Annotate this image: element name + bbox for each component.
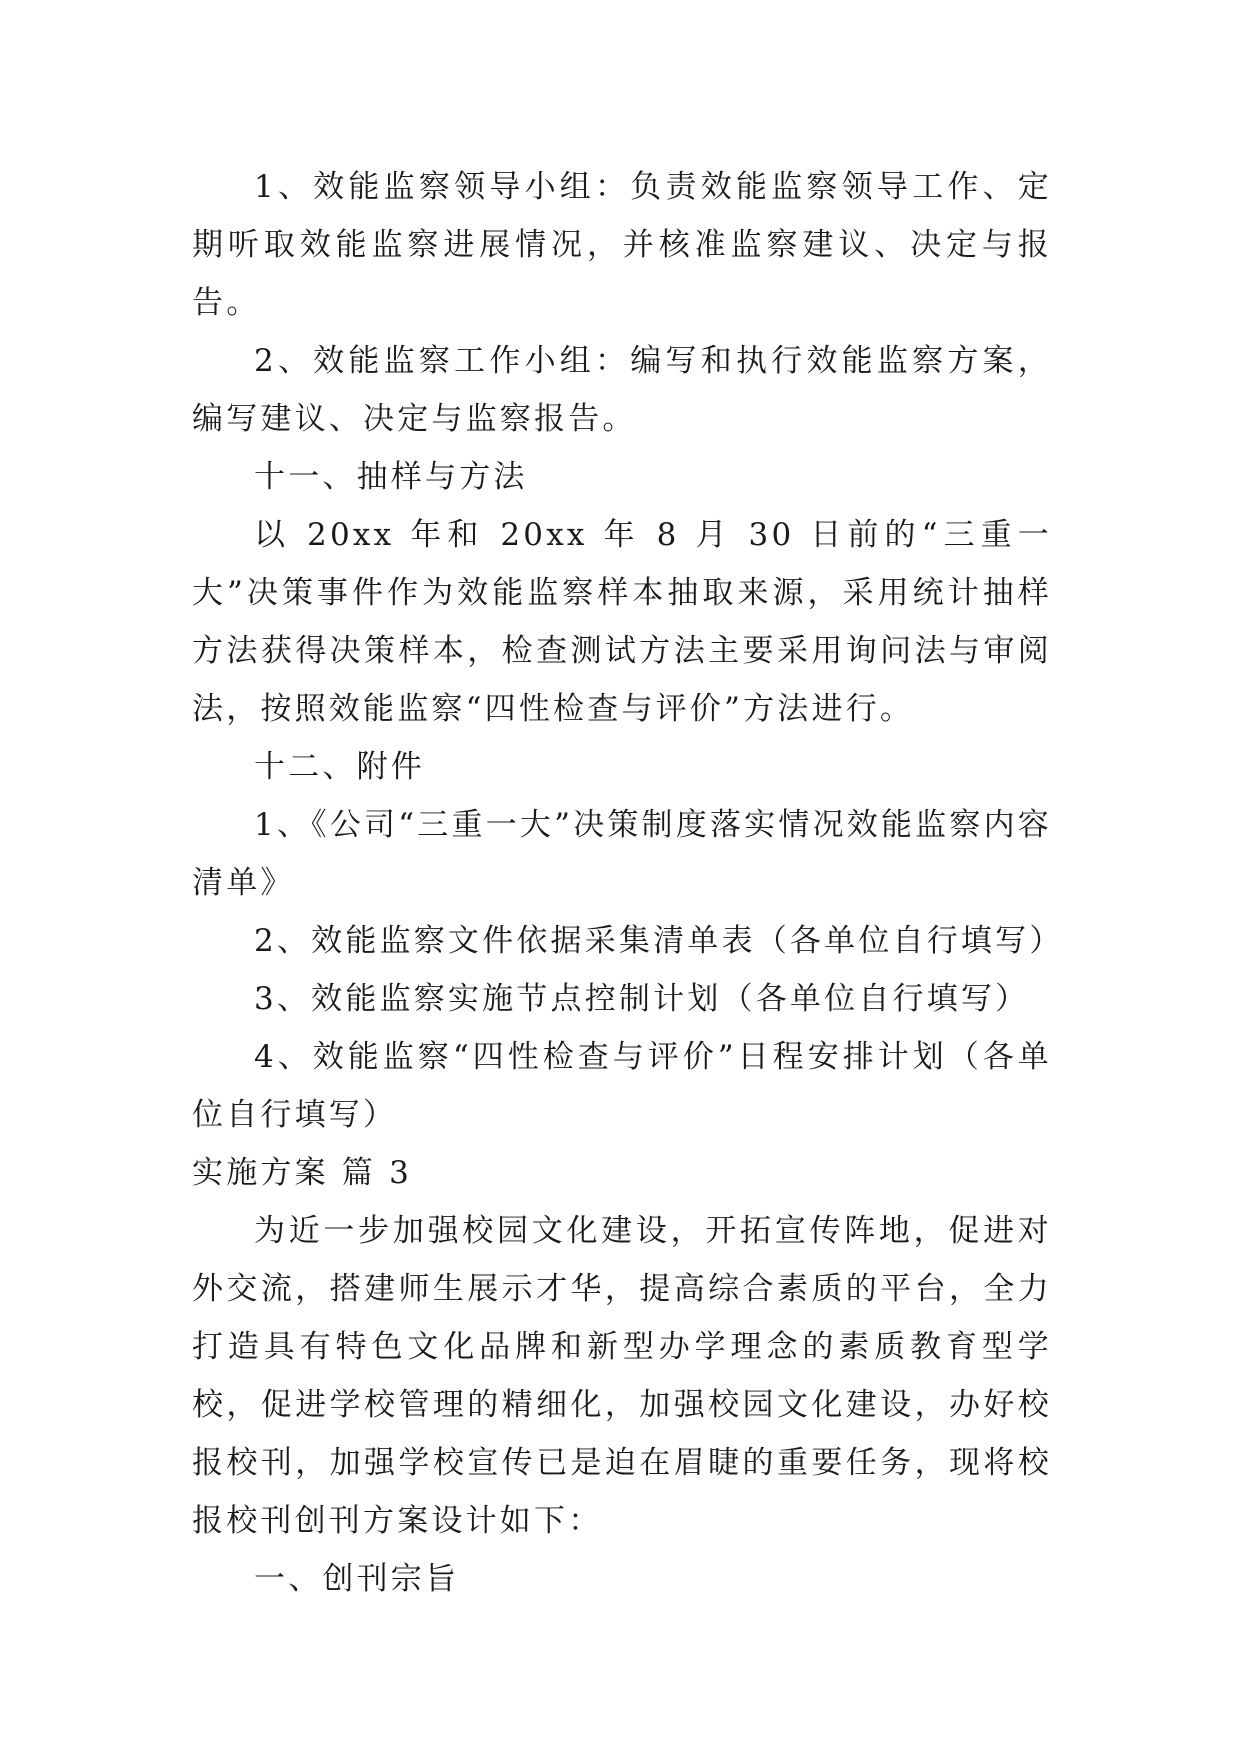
- paragraph-leadership-group: 1、效能监察领导小组：负责效能监察领导工作、定期听取效能监察进展情况，并核准监察建议、决定与报告。: [192, 169, 1052, 321]
- heading-founding-purpose: 一、创刊宗旨: [254, 1561, 460, 1597]
- heading-sampling-method: 十一、抽样与方法: [254, 459, 528, 495]
- paragraph-sampling-method: 以 20xx 年和 20xx 年 8 月 30 日前的“三重一大”决策事件作为效能监察样本抽取来源，采用统计抽样方法获得决策样本，检查测试方法主要采用询问法与审阅法，按照效能监察“四性检查与评价”方法进行。: [192, 517, 1052, 727]
- paragraph-working-group: 2、效能监察工作小组：编写和执行效能监察方案，编写建议、决定与监察报告。: [192, 343, 1052, 437]
- attachment-item-1: 1、《公司“三重一大”决策制度落实情况效能监察内容清单》: [192, 807, 1052, 901]
- attachment-item-2: 2、效能监察文件依据采集清单表（各单位自行填写）: [254, 923, 1064, 959]
- paragraph-intro-school-journal: 为近一步加强校园文化建设，开拓宣传阵地，促进对外交流，搭建师生展示才华，提高综合素质的平台，全力打造具有特色文化品牌和新型办学理念的素质教育型学校，促进学校管理的精细化，加强校园文化建设，办好校报校刊，加强学校宣传已是迫在眉睫的重要任务，现将校报校刊创刊方案设计如下：: [192, 1213, 1052, 1539]
- attachment-item-3: 3、效能监察实施节点控制计划（各单位自行填写）: [254, 981, 1030, 1017]
- attachment-item-4: 4、效能监察“四性检查与评价”日程安排计划（各单位自行填写）: [192, 1039, 1052, 1133]
- heading-attachments: 十二、附件: [254, 749, 425, 785]
- section-title-plan-3: 实施方案 篇 3: [192, 1155, 413, 1191]
- document-page: [192, 158, 1064, 1608]
